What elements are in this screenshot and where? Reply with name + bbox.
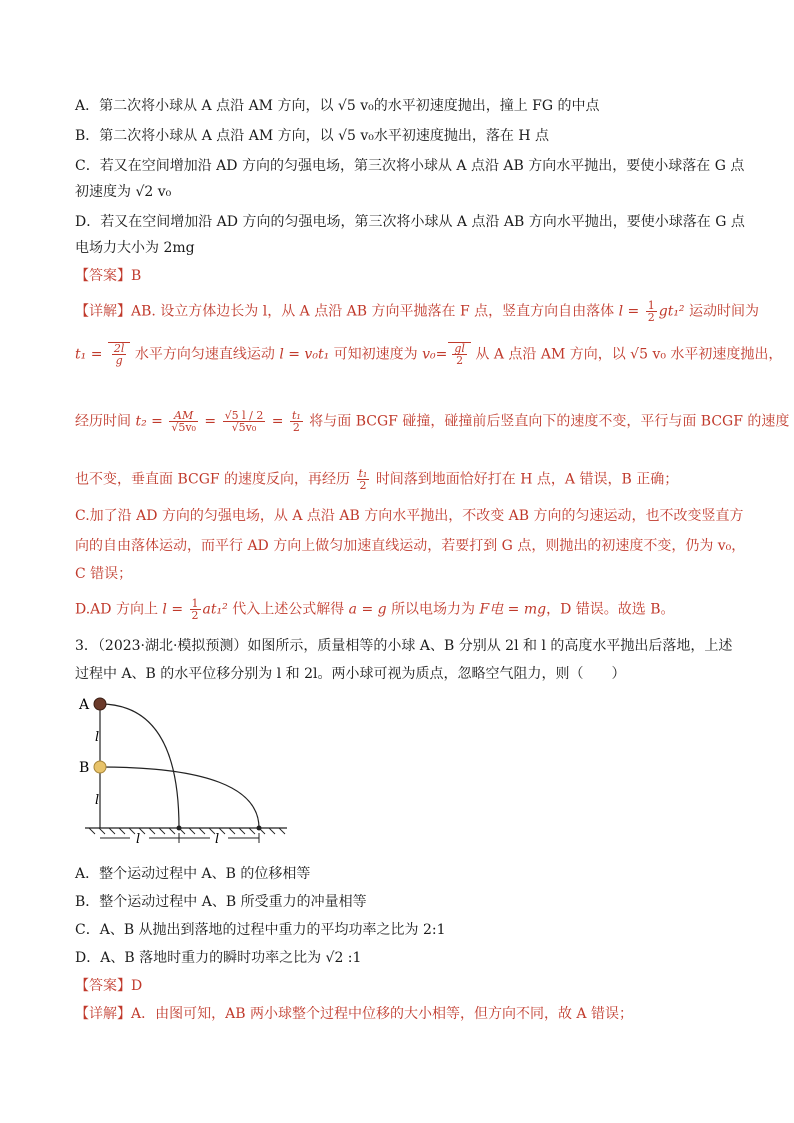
detail-text: 可知初速度为 [333,346,418,363]
formula-f-eq-mg: F电 = mg [479,601,547,618]
detail-text: 从 A 点沿 AM 方向，以 √5 v₀ 水平初速度抛出， [475,346,783,363]
detail-text: 所以电场力为 [391,601,476,618]
formula-half [190,598,201,621]
frac-num: √5 l / 2 [224,409,264,422]
frac-num: t₁ [291,409,301,422]
frac [112,343,127,366]
q2-option-d-line1: D．若又在空间增加沿 AD 方向的匀强电场，第三次将小球从 A 点沿 AB 方向水平抛出，要使小球落在 G 点 [75,214,745,230]
detail-text: 运动时间为 [689,303,759,320]
detail-text: 【详解】AB. 设立方体边长为 l，从 A 点沿 AB 方向平抛落在 F 点，竖直方向自由落体 [75,303,615,320]
formula-t1-half [357,468,370,491]
formula-half [646,300,657,323]
q2-detail-line7: C 错误； [75,566,133,582]
detail-text: D.AD 方向上 [75,601,158,618]
formula-t2-eq: t₂ = [135,413,163,430]
formula-sqrt5l-over [223,410,266,433]
frac [452,343,467,366]
q2-detail-line8 [75,598,675,621]
frac-den: 2 [456,354,464,367]
label-l-upper: l [95,730,100,745]
frac-den: 2 [647,311,655,324]
frac-den: 2 [191,609,199,622]
projectile-figure [75,690,295,850]
frac-den: √5v₀ [171,421,196,434]
detail-text: 代入上述公式解得 [232,601,345,618]
q2-detail-line2 [75,342,782,366]
q2-answer: 【答案】B [75,268,142,284]
detail-text: 时间落到地面恰好打在 H 点，A 错误，B 正确； [375,471,679,488]
frac-den: √5v₀ [231,421,257,434]
formula-l-eq: l = [162,601,184,618]
detail-text: 也不变，垂直面 BCGF 的速度反向，再经历 [75,471,351,488]
q3-option-b: B．整个运动过程中 A、B 所受重力的冲量相等 [75,894,367,910]
detail-text: 经历时间 [75,413,131,430]
q2-detail-line3: 经历时间 t₂ = $\frac{AM}{\text{√5v₀}}$ = $\frac{√5 l / 2}{\text{√5v₀}}$ = $\frac{\text{t₁}}{2}$ 将与面 BCGF 碰撞，碰撞前后竖直向下的速度不变，平行与面 BCGF 的速度 [75,409,790,434]
label-l-left: l [136,832,141,847]
q2-detail-line5: C.加了沿 AD 方向的匀强电场，从 A 点沿 AB 方向水平抛出，不改变 AB 方向的匀速运动，也不改变竖直方 [75,508,744,524]
detail-text: 将与面 BCGF 碰撞，碰撞前后竖直向下的速度不变，平行与面 BCGF 的速度 [309,413,790,430]
q2-option-b: B．第二次将小球从 A 点沿 AM 方向，以 √5 v₀水平初速度抛出，落在 H 点 [75,128,550,144]
formula-t1-eq: t₁ = [75,346,103,363]
ground-hatch [89,828,285,834]
q2-option-c-line1: C．若又在空间增加沿 AD 方向的匀强电场，第三次将小球从 A 点沿 AB 方向水平抛出，要使小球落在 G 点 [75,158,745,174]
q3-stem-line1: 3．（2023·湖北·模拟预测）如图所示，质量相等的小球 A、B 分别从 2l 和 l 的高度水平抛出后落地，上述 [75,638,733,654]
q2-option-d-line2: 电场力大小为 2mg [75,240,195,256]
detail-text: ，D 错误。故选 B。 [546,601,675,618]
frac-num: 1 [647,299,655,312]
frac-num: t₁ [358,467,368,480]
ball-b [94,761,106,773]
formula-v0-eq: v₀= [422,346,448,363]
formula-t1-half [290,410,303,433]
formula-gt1sq: gt₁² [658,303,685,320]
frac-den: g [115,354,123,367]
q2-option-a: A．第二次将小球从 A 点沿 AM 方向，以 √5 v₀的水平初速度抛出，撞上 FG 的中点 [75,98,600,114]
q3-option-a: A．整个运动过程中 A、B 的位移相等 [75,866,311,882]
q3-option-d: D．A、B 落地时重力的瞬时功率之比为 √2 :1 [75,950,362,966]
frac-num: 1 [191,597,199,610]
frac-den: 2 [359,479,367,492]
q2-detail-line4 [75,468,678,491]
q2-detail-line6: 向的自由落体运动，而平行 AD 方向上做匀加速直线运动，若要打到 G 点，则抛出的初速度不变，仍为 v₀， [75,538,746,554]
q3-stem-line2: 过程中 A、B 的水平位移分别为 l 和 2l。两小球可视为质点，忽略空气阻力，则（ ） [75,666,626,682]
label-l-lower: l [95,793,100,808]
frac-num: AM [169,410,198,422]
horizontal-dimension [100,833,259,843]
formula-l-v0t1: l = v₀t₁ [279,346,330,363]
q3-detail: 【详解】A．由图可知，AB 两小球整个过程中位移的大小相等，但方向不同，故 A 错误； [75,1006,633,1022]
detail-text: 水平方向匀速直线运动 [134,346,275,363]
landing-point-a [177,826,182,831]
label-a: A [79,697,90,713]
frac-den: 2 [292,421,300,434]
ball-a [94,698,106,710]
trajectory-a [100,704,179,828]
formula-sqrt-gl-2 [448,342,471,366]
q3-answer: 【答案】D [75,978,143,994]
q2-detail-line1 [75,300,759,323]
label-b: B [79,760,90,776]
label-l-right: l [215,832,220,847]
frac-num: gl [454,342,465,355]
trajectory-b [100,767,259,828]
formula-am-over [169,410,198,433]
landing-point-b [257,826,262,831]
frac-num: 2l [113,342,125,355]
q3-option-c: C．A、B 从抛出到落地的过程中重力的平均功率之比为 2:1 [75,922,446,938]
formula-a-eq-g: a = g [348,601,387,618]
formula-l-eq: l = [618,303,640,320]
formula-at1sq: at₁² [202,601,228,618]
formula-sqrt-2l-g [108,342,131,366]
q2-option-c-line2: 初速度为 √2 v₀ [75,184,172,200]
